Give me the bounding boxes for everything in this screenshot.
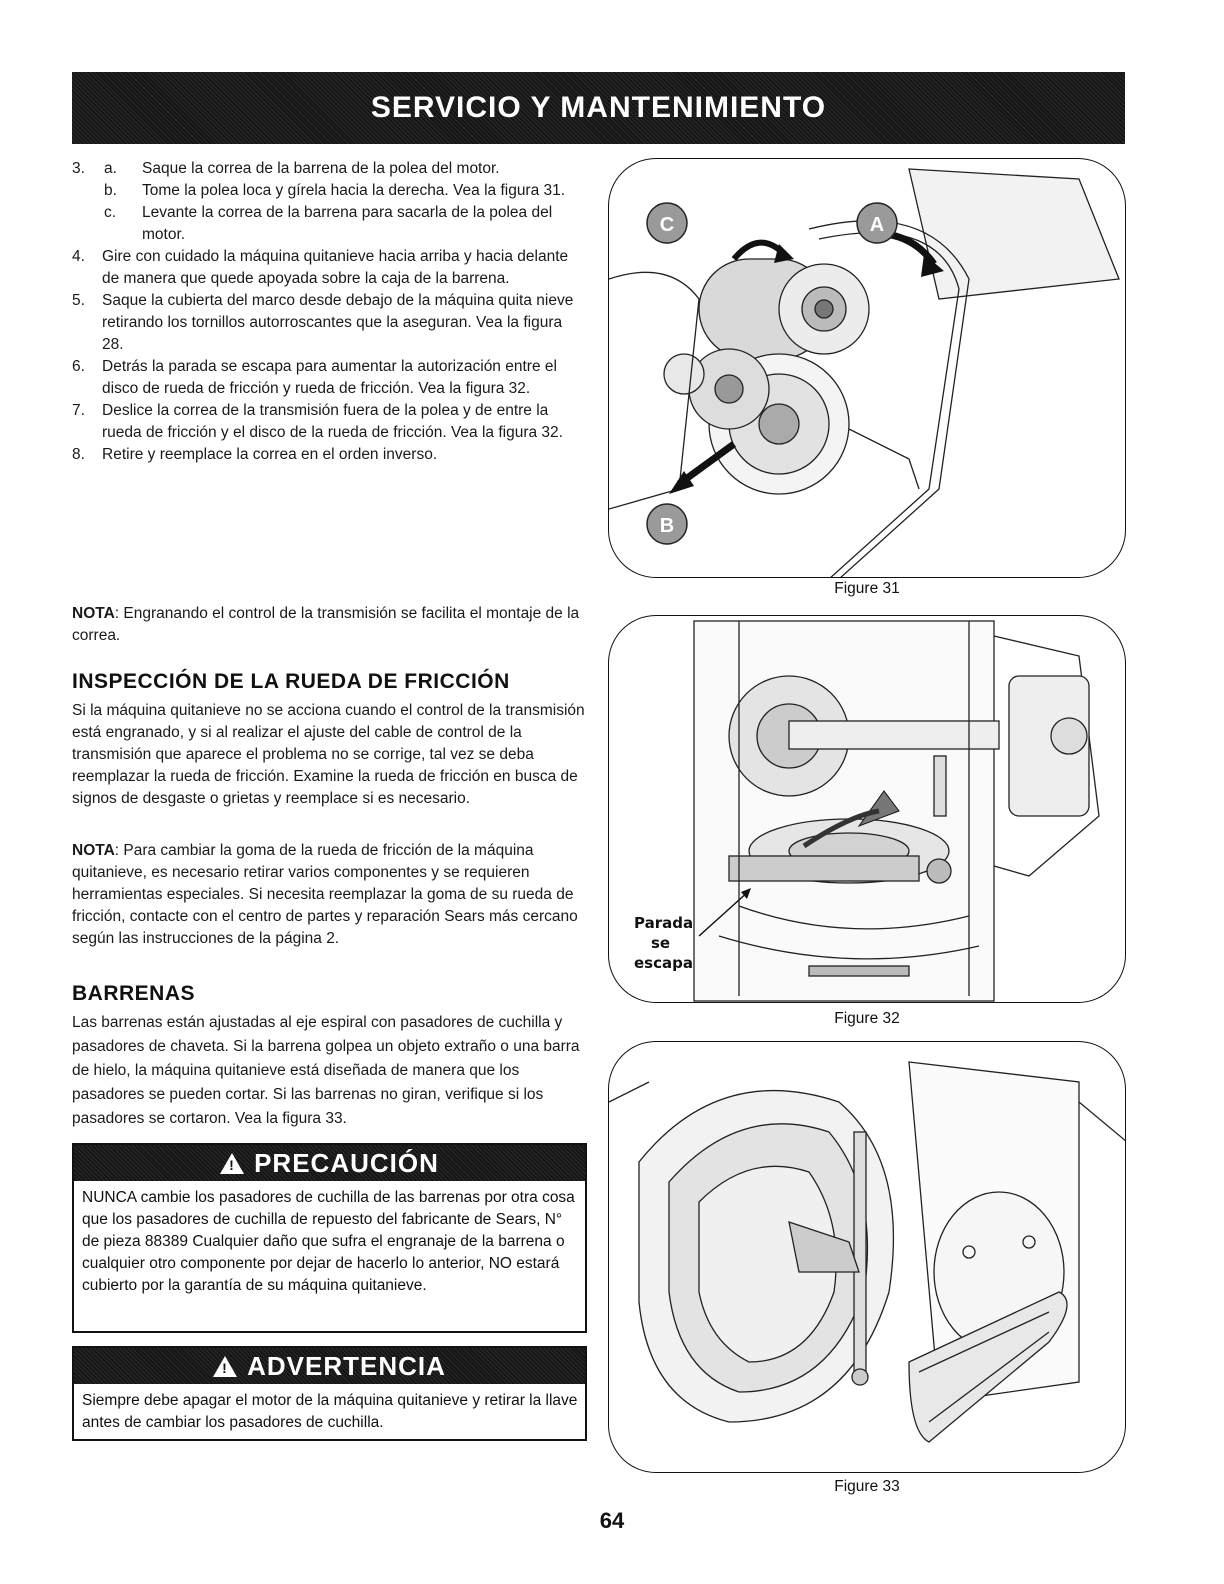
figure-33 [608, 1041, 1126, 1473]
step-3b: b. Tome la polea loca y gírela hacia la derecha. Vea la figura 31. [104, 182, 566, 199]
step-3c: c. Levante la correa de la barrena para sacarla de la polea del motor. [104, 204, 553, 243]
caution-box [72, 1143, 587, 1333]
parada-label-line2: se [651, 934, 671, 952]
banner-title: SERVICIO Y MANTENIMIENTO [370, 91, 827, 124]
note-friction-rubber: NOTA: Para cambiar la goma de la rueda de fricción de la máquina quitanieve, es necesario retirar varios componentes y se requieren herramientas especiales. Si necesita reemplazar la goma de su rueda de fricción, contacte con el centro de partes y reparación Sears más cercano según las instrucciones de la página 2. [72, 842, 578, 947]
page-number: 64 [599, 1508, 625, 1533]
figure-31-illustration [609, 159, 1126, 578]
step-5: 5. Saque la cubierta del marco desde debajo de la máquina quita nieve retirando los tornillos autorroscantes que la aseguran. Vea la figura 28. [72, 292, 574, 353]
steps-list [72, 158, 587, 466]
callout-a [857, 203, 897, 243]
step-7: 7. Deslice la correa de la transmisión fuera de la polea y de entre la rueda de fricción y el disco de la rueda de fricción. Vea la figura 32. [72, 402, 563, 441]
figure-33-caption: Figure 33 [834, 1478, 900, 1495]
figure-32 [608, 615, 1126, 1003]
augers-text: Las barrenas están ajustadas al eje espiral con pasadores de cuchilla y pasadores de chaveta. Si la barrena golpea un objeto extraño o una barra de hielo, la máquina quitanieve está diseñada de manera que los pasadores se pueden cortar. Si las barrenas no giran, verifique si los pasadores se cortaron. Vea la figura 33. [72, 1014, 580, 1127]
warning-triangle-icon [220, 1153, 244, 1174]
figure-32-caption: Figure 32 [834, 1010, 900, 1027]
heading-augers: BARRENAS [72, 982, 196, 1005]
callout-b [647, 504, 687, 544]
svg-text:C: C [659, 214, 675, 236]
note-transmission: NOTA: Engranando el control de la transmisión se facilita el montaje de la correa. [72, 605, 580, 644]
svg-text:B: B [659, 515, 675, 537]
figure-32-illustration [609, 616, 1126, 1003]
warning-text: Siempre debe apagar el motor de la máquina quitanieve y retirar la llave antes de cambiar los pasadores de cuchilla. [82, 1392, 578, 1431]
warning-triangle-icon [213, 1356, 237, 1377]
svg-text:A: A [869, 214, 885, 236]
friction-wheel-text: Si la máquina quitanieve no se acciona cuando el control de la transmisión está engranado, y si al realizar el ajuste del cable de control de la transmisión que aparece el problema no se corrige, tal vez se deba reemplazar la rueda de fricción. Examine la rueda de fricción en busca de signos de desgaste o grietas y reemplace si es necesario. [72, 702, 585, 807]
caution-text: NUNCA cambie los pasadores de cuchilla de las barrenas por otra cosa que los pasadores de cuchilla de repuesto del fabricante de Sears, N° de pieza 88389 Cualquier daño que sufra el engranaje de la barrena o cualquier otro componente por dejar de hacerlo lo anterior, NO estará cubierto por la garantía de su máquina quitanieve. [82, 1189, 575, 1294]
callout-c [647, 203, 687, 243]
parada-label-line3: escapa [634, 954, 693, 972]
warning-header: ! ADVERTENCIA [74, 1348, 585, 1384]
heading-friction-wheel: INSPECCIÓN DE LA RUEDA DE FRICCIÓN [72, 670, 510, 693]
figure-33-illustration [609, 1042, 1126, 1473]
parada-label-line1: Parada [634, 914, 694, 932]
step-4: 4. Gire con cuidado la máquina quitanieve hacia arriba y hacia delante de manera que quede apoyada sobre la caja de la barrena. [72, 248, 569, 287]
step-3a: 3. a. Saque la correa de la barrena de la polea del motor. [72, 160, 500, 177]
step-6: 6. Detrás la parada se escapa para aumentar la autorización entre el disco de rueda de fricción y rueda de fricción. Vea la figura 32. [72, 358, 557, 397]
figure-31 [608, 158, 1126, 578]
step-8: 8. Retire y reemplace la correa en el orden inverso. [72, 446, 438, 463]
warning-box [72, 1346, 587, 1441]
caution-header: ! PRECAUCIÓN [74, 1145, 585, 1181]
section-banner [72, 72, 1125, 144]
figure-31-caption: Figure 31 [834, 580, 900, 597]
